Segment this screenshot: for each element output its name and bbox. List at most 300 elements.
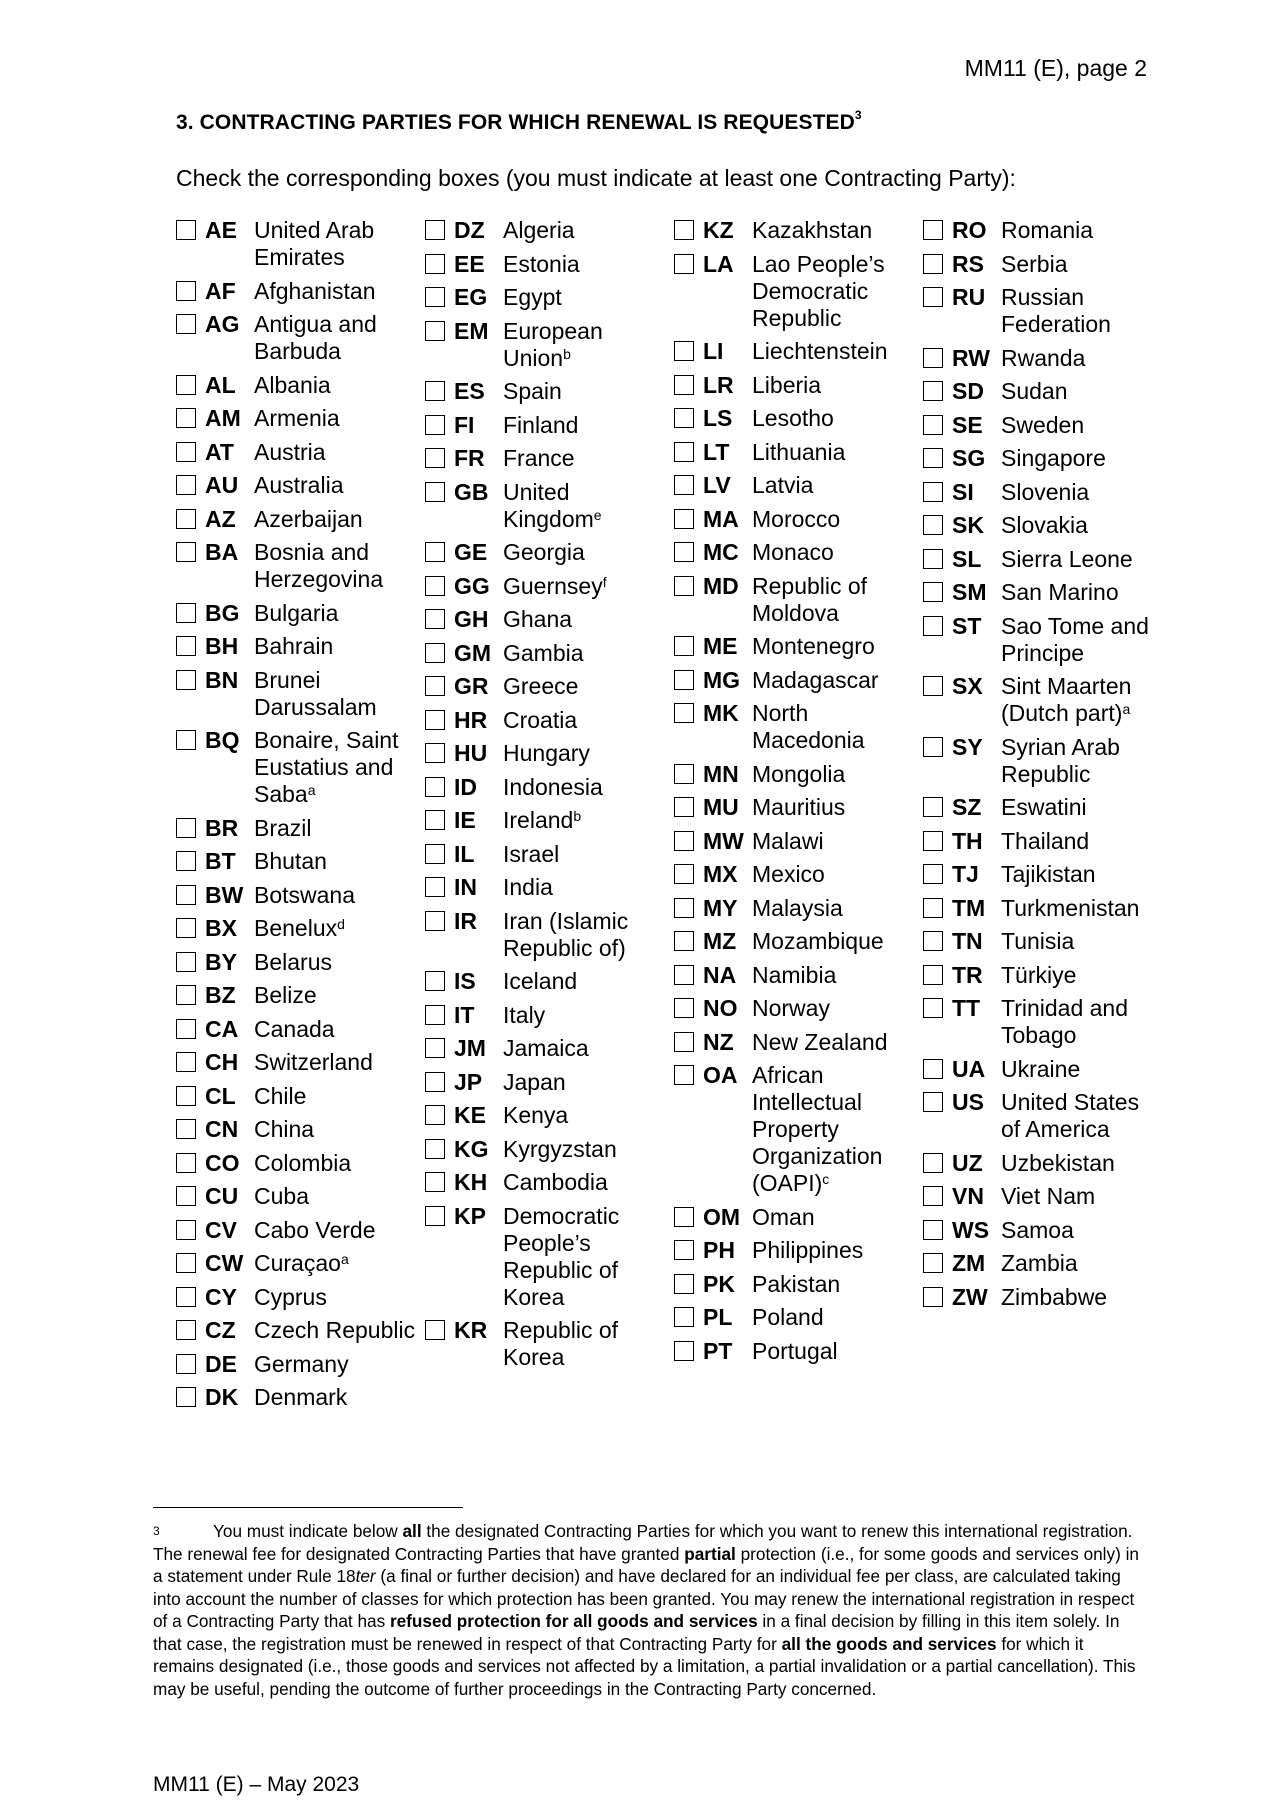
checkbox-ag[interactable]: [176, 314, 196, 334]
party-name: [254, 915, 416, 942]
party-name: [503, 774, 665, 801]
checkbox-ae[interactable]: [176, 220, 196, 240]
checkbox-mx[interactable]: [674, 864, 694, 884]
checkbox-jm[interactable]: [425, 1038, 445, 1058]
instruction-text: Check the corresponding boxes (you must indicate at least one Contracting Party):: [176, 165, 1016, 191]
checkbox-oa[interactable]: [674, 1065, 694, 1085]
party-name-text: North Macedonia: [752, 700, 865, 753]
party-name: [503, 1002, 665, 1029]
party-name: [752, 1062, 914, 1197]
checkbox-co[interactable]: [176, 1153, 196, 1173]
party-name: [503, 968, 665, 995]
checkbox-ch[interactable]: [176, 1052, 196, 1072]
party-az: [176, 506, 416, 533]
party-name-text: Democratic People’s Republic of Korea: [503, 1202, 620, 1310]
party-name: [1001, 251, 1163, 278]
party-code: FI: [454, 411, 475, 438]
checkbox-sg[interactable]: [923, 448, 943, 468]
party-oa: [674, 1062, 914, 1197]
checkbox-pk[interactable]: [674, 1274, 694, 1294]
party-code: BN: [205, 666, 239, 693]
party-name: [752, 405, 914, 432]
checkbox-lv[interactable]: [674, 475, 694, 495]
party-name: [1001, 512, 1163, 539]
section-title: [176, 110, 862, 135]
party-code: PT: [703, 1337, 733, 1364]
checkbox-ge[interactable]: [425, 542, 445, 562]
section-title-footnote-ref: 3: [854, 108, 862, 122]
checkbox-sk[interactable]: [923, 515, 943, 535]
checkbox-de[interactable]: [176, 1354, 196, 1374]
party-name-text: Israel: [503, 840, 560, 867]
party-code: KH: [454, 1169, 488, 1195]
checkbox-ma[interactable]: [674, 509, 694, 529]
party-is: [425, 968, 665, 995]
checkbox-me[interactable]: [674, 636, 694, 656]
party-code: CY: [205, 1283, 237, 1310]
checkbox-bh[interactable]: [176, 636, 196, 656]
checkbox-sx[interactable]: [923, 676, 943, 696]
checkbox-cz[interactable]: [176, 1320, 196, 1340]
party-code: CN: [205, 1116, 239, 1142]
party-gg: [425, 573, 665, 600]
checkbox-id[interactable]: [425, 777, 445, 797]
party-name: [503, 1069, 665, 1096]
checkbox-mg[interactable]: [674, 670, 694, 690]
party-name-text: Zimbabwe: [1001, 1283, 1108, 1310]
footnote-mark: 3: [153, 1524, 160, 1538]
party-name-text: Bonaire, Saint Eustatius and Saba: [254, 727, 399, 807]
checkbox-rs[interactable]: [923, 254, 943, 274]
checkbox-dz[interactable]: [425, 220, 445, 240]
checkbox-cy[interactable]: [176, 1287, 196, 1307]
party-name: [1001, 546, 1163, 573]
party-code: CV: [205, 1216, 237, 1243]
checkbox-ba[interactable]: [176, 542, 196, 562]
party-code: US: [952, 1089, 984, 1115]
party-name-text: United Kingdom: [503, 478, 594, 532]
party-kz: [674, 217, 914, 244]
party-code: CH: [205, 1049, 239, 1075]
party-code: LV: [703, 472, 731, 498]
party-name-text: Kazakhstan: [752, 217, 873, 243]
party-name: [752, 1237, 914, 1264]
party-name-text: United Arab Emirates: [254, 217, 375, 270]
party-ae: [176, 217, 416, 271]
checkbox-cw[interactable]: [176, 1253, 196, 1273]
party-note-ref: d: [337, 916, 345, 932]
party-code: CZ: [205, 1317, 236, 1343]
party-code: PH: [703, 1237, 735, 1263]
party-code: SY: [952, 733, 983, 760]
checkbox-mn[interactable]: [674, 764, 694, 784]
party-ch: [176, 1049, 416, 1076]
checkbox-nz[interactable]: [674, 1032, 694, 1052]
checkbox-rw[interactable]: [923, 348, 943, 368]
party-note-ref: e: [593, 506, 602, 523]
party-code: AU: [205, 472, 239, 498]
party-code: PL: [703, 1304, 733, 1330]
checkbox-cn[interactable]: [176, 1119, 196, 1139]
checkbox-mu[interactable]: [674, 797, 694, 817]
party-name-text: Ghana: [503, 606, 573, 632]
party-name: [254, 372, 416, 399]
checkbox-th[interactable]: [923, 831, 943, 851]
checkbox-si[interactable]: [923, 482, 943, 502]
party-ru: [923, 284, 1163, 338]
checkbox-bq[interactable]: [176, 730, 196, 750]
checkbox-em[interactable]: [425, 321, 445, 341]
checkbox-st[interactable]: [923, 616, 943, 636]
party-name-text: Jamaica: [503, 1035, 589, 1061]
checkbox-gb[interactable]: [425, 482, 445, 502]
party-name-text: Canada: [254, 1015, 335, 1042]
checkbox-kp[interactable]: [425, 1206, 445, 1226]
party-pl: [674, 1304, 914, 1331]
party-name: [254, 815, 416, 842]
party-code: PK: [703, 1270, 735, 1297]
party-code: SZ: [952, 794, 982, 820]
checkbox-lr[interactable]: [674, 375, 694, 395]
checkbox-md[interactable]: [674, 576, 694, 596]
party-name-text: Cabo Verde: [254, 1216, 376, 1243]
party-name: [1001, 1284, 1163, 1311]
party-lv: [674, 472, 914, 499]
party-name-text: Iran (Islamic Republic of): [503, 907, 629, 961]
checkbox-bn[interactable]: [176, 670, 196, 690]
party-note-ref: a: [307, 782, 316, 798]
checkbox-gr[interactable]: [425, 676, 445, 696]
party-li: [674, 338, 914, 365]
party-name: [254, 1317, 416, 1344]
party-by: [176, 949, 416, 976]
party-code: KP: [454, 1202, 486, 1229]
party-name: [254, 982, 416, 1009]
checkbox-eg[interactable]: [425, 287, 445, 307]
party-name: [254, 727, 416, 808]
party-name: [254, 311, 416, 365]
party-sx: [923, 673, 1163, 727]
party-sz: [923, 794, 1163, 821]
checkbox-pt[interactable]: [674, 1341, 694, 1361]
party-name: [752, 794, 914, 821]
party-name: [752, 1338, 914, 1365]
party-code: TM: [952, 894, 986, 921]
party-code: SX: [952, 673, 983, 699]
party-name-text: Viet Nam: [1001, 1183, 1096, 1209]
party-name-text: Bahrain: [254, 633, 334, 659]
footnote: [153, 1520, 1148, 1700]
party-name: [752, 1204, 914, 1231]
party-name: [752, 1304, 914, 1331]
checkbox-kg[interactable]: [425, 1139, 445, 1159]
checkbox-ws[interactable]: [923, 1220, 943, 1240]
checkbox-tj[interactable]: [923, 864, 943, 884]
checkbox-at[interactable]: [176, 442, 196, 462]
party-code: MZ: [703, 928, 737, 954]
checkbox-bt[interactable]: [176, 851, 196, 871]
checkbox-bz[interactable]: [176, 985, 196, 1005]
party-name: [254, 1016, 416, 1043]
party-code: CA: [205, 1015, 239, 1042]
party-cz: [176, 1317, 416, 1344]
party-name: [254, 1183, 416, 1210]
checkbox-zw[interactable]: [923, 1287, 943, 1307]
checkbox-mk[interactable]: [674, 703, 694, 723]
party-code: BZ: [205, 982, 236, 1008]
party-code: RW: [952, 344, 990, 371]
checkbox-ee[interactable]: [425, 254, 445, 274]
party-name: [1001, 1217, 1163, 1244]
checkbox-ru[interactable]: [923, 287, 943, 307]
party-name-text: Sao Tome and Principe: [1001, 612, 1149, 666]
party-name-text: Uzbekistan: [1001, 1149, 1115, 1176]
party-name: [1001, 995, 1163, 1049]
party-hr: [425, 707, 665, 734]
party-mk: [674, 700, 914, 754]
party-code: KZ: [703, 217, 734, 243]
checkbox-cv[interactable]: [176, 1220, 196, 1240]
party-name-text: Lao People’s Democratic Republic: [752, 250, 885, 331]
party-hu: [425, 740, 665, 767]
party-name: [752, 1029, 914, 1056]
party-cv: [176, 1217, 416, 1244]
checkbox-hr[interactable]: [425, 710, 445, 730]
party-name-text: Georgia: [503, 539, 585, 565]
checkbox-it[interactable]: [425, 1005, 445, 1025]
checkbox-bg[interactable]: [176, 603, 196, 623]
party-name-text: Republic of Korea: [503, 1317, 619, 1370]
party-code: EG: [454, 284, 488, 310]
party-name-text: Azerbaijan: [254, 505, 363, 532]
party-gb: [425, 479, 665, 533]
party-code: TT: [952, 995, 981, 1021]
checkbox-sm[interactable]: [923, 582, 943, 602]
party-code: MK: [703, 700, 739, 726]
party-name-text: Czech Republic: [254, 1317, 416, 1343]
party-name: [1001, 345, 1163, 372]
party-name-text: Philippines: [752, 1237, 864, 1263]
checkbox-kz[interactable]: [674, 220, 694, 240]
party-il: [425, 841, 665, 868]
party-dk: [176, 1384, 416, 1411]
party-name-text: Armenia: [254, 405, 340, 431]
footnote-segment: all the goods and services: [781, 1633, 997, 1654]
footnote-divider: [153, 1507, 463, 1508]
checkbox-tr[interactable]: [923, 965, 943, 985]
checkbox-br[interactable]: [176, 818, 196, 838]
checkbox-bx[interactable]: [176, 918, 196, 938]
checkbox-kr[interactable]: [425, 1320, 445, 1340]
checkbox-es[interactable]: [425, 381, 445, 401]
party-code: JM: [454, 1035, 486, 1061]
checkbox-az[interactable]: [176, 509, 196, 529]
checkbox-ke[interactable]: [425, 1105, 445, 1125]
party-name-text: Belize: [254, 982, 317, 1008]
party-name: [1001, 962, 1163, 989]
party-name-text: Bulgaria: [254, 599, 339, 626]
party-name: [503, 539, 665, 566]
checkbox-us[interactable]: [923, 1092, 943, 1112]
checkbox-kh[interactable]: [425, 1172, 445, 1192]
party-es: [425, 378, 665, 405]
party-name-text: Kenya: [503, 1102, 569, 1128]
checkbox-uz[interactable]: [923, 1153, 943, 1173]
checkbox-bw[interactable]: [176, 885, 196, 905]
party-name: [1001, 928, 1163, 955]
checkbox-sz[interactable]: [923, 797, 943, 817]
checkbox-cu[interactable]: [176, 1186, 196, 1206]
footnote-segment: (a final or further decision) and have declared for an individual fee per class, are calculated taking into account the number of classes for which protection has been granted. You may renew the international registration in respect of a Contracting Party that has: [153, 1566, 1135, 1631]
checkbox-tm[interactable]: [923, 898, 943, 918]
party-code: SM: [952, 579, 987, 605]
checkbox-ua[interactable]: [923, 1059, 943, 1079]
party-code: BH: [205, 633, 239, 659]
checkbox-gm[interactable]: [425, 643, 445, 663]
party-name: [503, 573, 665, 600]
party-code: OA: [703, 1062, 738, 1088]
party-it: [425, 1002, 665, 1029]
party-name-text: Turkmenistan: [1001, 894, 1140, 921]
checkbox-ir[interactable]: [425, 911, 445, 931]
party-am: [176, 405, 416, 432]
checkbox-hu[interactable]: [425, 743, 445, 763]
checkbox-il[interactable]: [425, 844, 445, 864]
party-name-text: Indonesia: [503, 773, 603, 800]
party-name: [752, 439, 914, 466]
checkbox-al[interactable]: [176, 375, 196, 395]
party-code: MX: [703, 861, 738, 887]
party-dz: [425, 217, 665, 244]
party-name-text: Cuba: [254, 1183, 309, 1209]
party-code: GR: [454, 673, 489, 699]
party-code: TR: [952, 961, 983, 988]
party-ge: [425, 539, 665, 566]
checkbox-fr[interactable]: [425, 448, 445, 468]
party-sg: [923, 445, 1163, 472]
party-name: [752, 667, 914, 694]
checkbox-my[interactable]: [674, 898, 694, 918]
party-name: [503, 284, 665, 311]
party-cw: [176, 1250, 416, 1277]
party-sm: [923, 579, 1163, 606]
party-name-text: Estonia: [503, 250, 580, 277]
party-tj: [923, 861, 1163, 888]
checkbox-sl[interactable]: [923, 549, 943, 569]
party-name: [1001, 895, 1163, 922]
party-code: TJ: [952, 861, 979, 887]
party-name: [1001, 378, 1163, 405]
party-af: [176, 278, 416, 305]
party-code: FR: [454, 445, 485, 471]
party-pt: [674, 1338, 914, 1365]
checkbox-sd[interactable]: [923, 381, 943, 401]
party-name-text: Sudan: [1001, 378, 1068, 404]
party-code: TN: [952, 928, 983, 954]
checkbox-tt[interactable]: [923, 998, 943, 1018]
party-code: MA: [703, 505, 739, 532]
parties-column-4: [923, 217, 1163, 1317]
checkbox-mw[interactable]: [674, 831, 694, 851]
party-code: HR: [454, 706, 488, 733]
party-name-text: Singapore: [1001, 445, 1106, 471]
party-name-text: Greece: [503, 673, 579, 699]
checkbox-by[interactable]: [176, 952, 196, 972]
checkbox-mz[interactable]: [674, 931, 694, 951]
checkbox-jp[interactable]: [425, 1072, 445, 1092]
checkbox-mc[interactable]: [674, 542, 694, 562]
checkbox-zm[interactable]: [923, 1253, 943, 1273]
party-name: [503, 841, 665, 868]
party-name: [752, 828, 914, 855]
checkbox-na[interactable]: [674, 965, 694, 985]
checkbox-cl[interactable]: [176, 1086, 196, 1106]
party-code: MU: [703, 794, 739, 820]
checkbox-gh[interactable]: [425, 609, 445, 629]
checkbox-se[interactable]: [923, 415, 943, 435]
checkbox-pl[interactable]: [674, 1307, 694, 1327]
party-code: IE: [454, 807, 476, 833]
checkbox-vn[interactable]: [923, 1186, 943, 1206]
party-name: [503, 412, 665, 439]
party-code: ZW: [952, 1283, 988, 1310]
checkbox-li[interactable]: [674, 341, 694, 361]
party-br: [176, 815, 416, 842]
party-si: [923, 479, 1163, 506]
party-name: [752, 861, 914, 888]
party-name-text: Samoa: [1001, 1216, 1074, 1243]
party-code: VN: [952, 1183, 984, 1209]
checkbox-lt[interactable]: [674, 442, 694, 462]
checkbox-is[interactable]: [425, 971, 445, 991]
checkbox-tn[interactable]: [923, 931, 943, 951]
party-name-text: Norway: [752, 995, 830, 1021]
checkbox-sy[interactable]: [923, 737, 943, 757]
footnote-segment: for which it remains designated (i.e., those goods and services not affected by a limitation, a partial invalidation or a partial cancellation). This may be useful, pending the outcome of further proceedings in the Contracting Party concerned.: [153, 1633, 1136, 1699]
party-code: GE: [454, 539, 488, 565]
party-name-text: European Union: [503, 317, 603, 371]
checkbox-ls[interactable]: [674, 408, 694, 428]
checkbox-af[interactable]: [176, 281, 196, 301]
party-code: AF: [205, 277, 236, 304]
checkbox-ie[interactable]: [425, 810, 445, 830]
checkbox-dk[interactable]: [176, 1387, 196, 1407]
checkbox-in[interactable]: [425, 877, 445, 897]
checkbox-am[interactable]: [176, 408, 196, 428]
party-code: IL: [454, 840, 475, 867]
party-mg: [674, 667, 914, 694]
party-cl: [176, 1083, 416, 1110]
party-sl: [923, 546, 1163, 573]
party-name-text: Syrian Arab Republic: [1001, 733, 1120, 787]
checkbox-la[interactable]: [674, 254, 694, 274]
party-name-text: Tunisia: [1001, 928, 1075, 954]
checkbox-fi[interactable]: [425, 415, 445, 435]
party-us: [923, 1089, 1163, 1143]
checkbox-ro[interactable]: [923, 220, 943, 240]
party-name-text: Morocco: [752, 505, 841, 532]
checkbox-au[interactable]: [176, 475, 196, 495]
party-name-text: Mauritius: [752, 794, 846, 820]
checkbox-gg[interactable]: [425, 576, 445, 596]
checkbox-no[interactable]: [674, 998, 694, 1018]
party-code: GM: [454, 639, 492, 666]
party-code: KE: [454, 1102, 486, 1128]
checkbox-om[interactable]: [674, 1207, 694, 1227]
party-name-text: Slovenia: [1001, 478, 1090, 505]
checkbox-ca[interactable]: [176, 1019, 196, 1039]
checkbox-ph[interactable]: [674, 1240, 694, 1260]
